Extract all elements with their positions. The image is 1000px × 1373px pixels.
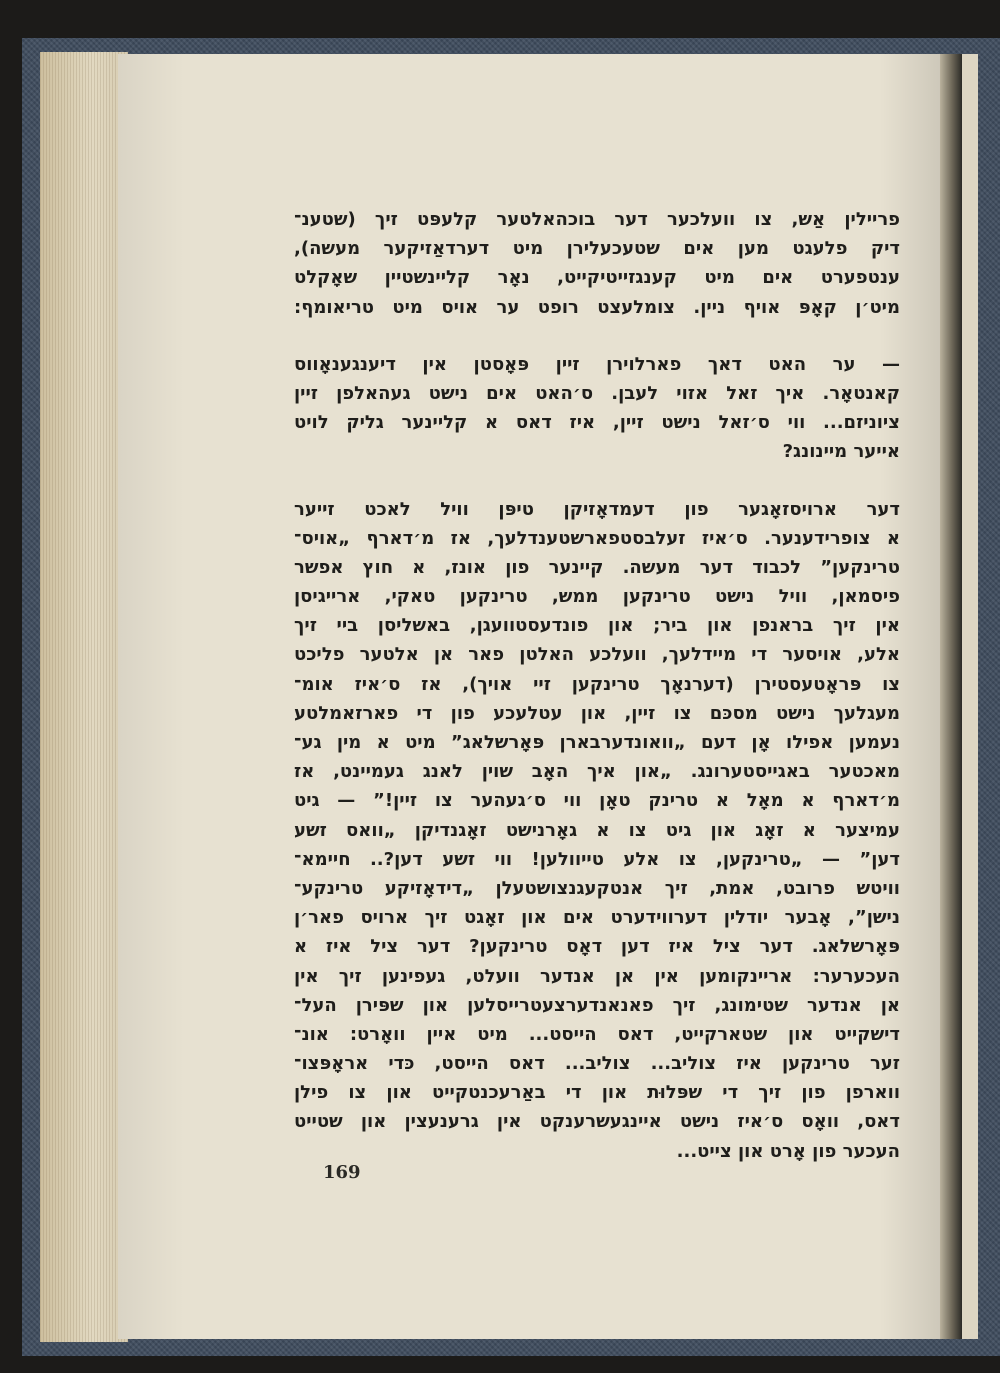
text-line: עמיצער א זאָג און גיט צו א גאָרנישט זאָגנדיקן „וואס זשע xyxy=(294,819,900,841)
page-text xyxy=(294,205,900,1166)
book-gutter xyxy=(940,54,962,1339)
text-line: העכער פון אָרט און צייט... xyxy=(676,1140,900,1162)
text-line: א צופרידענער. ס׳איז זעלבסטפארשטענדלעך, אז מ׳דארף „אויס־ xyxy=(294,527,900,549)
paragraph xyxy=(294,350,900,467)
text-line: זער טרינקען איז צוליב... צוליב... דאס הייסט, כּדי אראָפּצו־ xyxy=(294,1053,900,1075)
text-line: מיט׳ן קאָפּ אויף ניין. צומלעצט רופט ער אויס מיט טריאומף: xyxy=(294,296,900,318)
page-number: 169 xyxy=(323,1162,361,1183)
text-line: פיסמאן, וויל נישט טרינקען ממש, טרינקען טאקי, ארייגיסן xyxy=(294,586,900,608)
text-line: פּאָרשלאג. דער ציל איז דען דאָס טרינקען? דער ציל איז א xyxy=(294,936,900,958)
text-line: מעגלעך נישט מסכּם צו זיין, און עטלעכע פון די פארזאמלטע xyxy=(294,702,900,724)
text-line: דען” — „טרינקען, צו אלע טייוולען! ווי זשע דען?.. חיימא־ xyxy=(294,848,900,870)
text-line: אן אנדער שטימונג, זיך פאנאנדערצעטרייסלען און שפּירן העל־ xyxy=(294,994,900,1016)
text-line: נישן”, אָבער יודלין דערווידערט אים און זאָגט זיך ארויס פאר׳ן xyxy=(294,907,900,929)
paragraph xyxy=(294,495,900,1166)
text-line: פריילין אַש, צו וועלכער דער בוכהאלטער קלעפּט זיך (שטענ־ xyxy=(294,209,900,230)
text-line: קאנטאָר. איך זאל אזוי לעבן. ס׳האט אים נישט געהאלפן זיין xyxy=(294,382,900,404)
page-edges xyxy=(40,52,128,1342)
text-line: צו פּראָטעסטירן (דערנאָך טרינקען זיי אויך), אז ס׳איז אומ־ xyxy=(294,673,900,695)
next-page-edge xyxy=(962,54,978,1339)
text-line: מ׳דארף א מאָל א טרינק טאָן ווי ס׳געהער צו זיין!” — גיט xyxy=(294,790,900,812)
text-line: מאכטער באגייסטערונג. „און איך האָב שוין לאנג געמיינט, אז xyxy=(294,761,900,783)
text-line: ציוניזם... ווי ס׳זאל נישט זיין, איז דאס א קליינער גליק לויט xyxy=(294,412,900,434)
text-line: דער ארויסזאָגער פון דעמדאָזיקן טיפּן וויל לאכט זייער xyxy=(294,498,900,520)
text-line: דיק פלעגט מען אים שטעכעלירן מיט דערדאַזיקער מעשה), xyxy=(294,238,900,260)
text-line: — ער האט דאך פארלוירן זיין פּאָסטן אין דיענגענאָווס xyxy=(294,353,900,375)
text-line: טרינקען” לכבוד דער מעשה. קיינער פון אונז, א חוץ אפשר xyxy=(294,556,900,578)
text-line: דאס, וואָס ס׳איז נישט איינגעשרענקט אין גרענעצין און שטייט xyxy=(294,1111,900,1133)
text-line: אלע, אויסער די מיידלעך, וועלכע האלטן פאר אן אלטער פליכט xyxy=(294,644,900,666)
text-line: ווארפן פון זיך די שפּלוּת און די באַרעכנטקייט און צו פילן xyxy=(294,1082,900,1104)
paragraph xyxy=(294,205,900,322)
text-line: ענטפערט אים מיט קענגזייטיקייט, נאָר קליינשטיין שאָקלט xyxy=(294,267,900,289)
text-line: אין זיך בראנפן און ביר; און פונדעסטוועגן, באשליסן ביי זיך xyxy=(294,615,900,637)
text-line: נעמען אפילו אָן דעם „וואונדערבארן פּאָרשלאג” מיט א מין גע־ xyxy=(294,732,900,753)
text-line: דישקייט און שטארקייט, דאס הייסט... מיט איין וואָרט: אונ־ xyxy=(294,1023,900,1045)
text-line: אייער מיינונג? xyxy=(782,441,900,463)
text-line: העכערער: אריינקומען אין אן אנדער וועלט, געפינען זיך אין xyxy=(294,965,900,987)
text-line: וויטש פרובט, אמת, זיך אנטקעגנצושטעלן „דידאָזיקע טרינקע־ xyxy=(294,877,900,899)
